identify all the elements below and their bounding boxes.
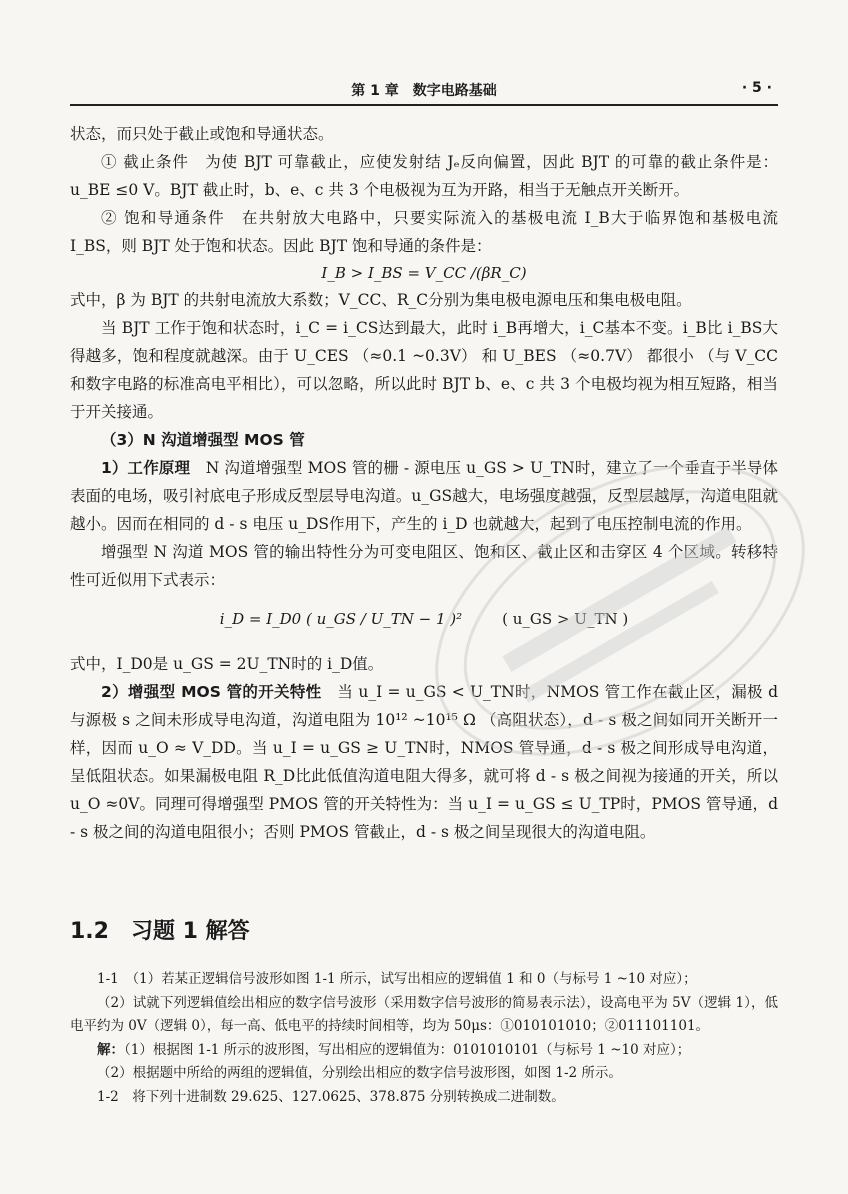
paragraph-text: 当 u_I = u_GS < U_TN时，NMOS 管工作在截止区，漏极 d 与源极 s 之间未形成导电沟道，沟道电阻为 10¹² ~10¹⁵ Ω （高阻状态），d - s 极之间如同开关断开一样，因而 u_O ≈ V_DD。当 u_I = u_GS ≥ U_TN时，NMOS 管导通，d - s 极之间形成导电沟道，呈低阻状态。如果漏极电阻 R_D比此低值沟道电阻大得多，就可将 d - s 极之间视为接通的开关，所以 u_O ≈0V。同理可得增强型 PMOS 管的开关特性为：当 u_I = u_GS ≤ U_TP时，PMOS 管导通，d - s 极之间的沟道电阻很小；否则 PMOS 管截止，d - s 极之间呈现很大的沟道电阻。 [70,683,779,841]
formula-transfer [70,594,778,650]
exercise-item: 1-2 将下列十进制数 29.625、127.0625、378.875 分别转换成二进制数。 [97,1088,565,1105]
formula-transfer-condition: ( u_GS > U_TN ) [502,610,629,628]
paragraph [70,454,778,538]
paragraph-lead: 1）工作原理 [101,459,191,477]
paragraph: 式中，β 为 BJT 的共射电流放大系数；V_CC、R_C分别为集电极电源电压和集电极电阻。 [70,291,692,309]
paragraph-lead: 2）增强型 MOS 管的开关特性 [101,683,322,701]
section-title: 1.2 习题 1 解答 [70,919,250,944]
exercise-item: （2）试就下列逻辑值绘出相应的数字信号波形（采用数字信号波形的简易表示法），设高电平为 5V（逻辑 1），低电平约为 0V（逻辑 0），每一高、低电平的持续时间相等，均为 50μs：①010101010；②011101101。 [70,994,778,1034]
body-text [70,120,778,846]
answer-text: （1）根据图 1-1 所示的波形图，写出相应的逻辑值为：0101010101（与标号 1 ~10 对应）； [124,1041,691,1058]
paragraph: 增强型 N 沟道 MOS 管的输出特性分为可变电阻区、饱和区、截止区和击穿区 4 个区域。转移特性可近似用下式表示： [70,543,778,589]
formula-saturation: I_B > I_BS = V_CC /(βR_C) [321,264,527,282]
formula-transfer-expr: i_D = I_D0 ( u_GS / U_TN − 1 )² [219,610,463,628]
page-header [70,78,778,106]
chapter-title: 第 1 章 数字电路基础 [351,83,497,99]
paragraph [70,678,778,846]
page-number: · 5 · [741,80,772,96]
answer-item: （2）根据题中所给的两组的逻辑值，分别绘出相应的数字信号波形图，如图 1-2 所示。 [97,1065,622,1081]
paragraph-text: N 沟道增强型 MOS 管的栅 - 源电压 u_GS > U_TN时，建立了一个垂直于半导体表面的电场，吸引衬底电子形成反型层导电沟道。u_GS越大，电场强度越强，反型层越厚，沟道电阻就越小。因而在相同的 d - s 电压 u_DS作用下，产生的 i_D 也就越大，起到了电压控制电流的作用。 [70,459,778,533]
subsection-heading: （3）N 沟道增强型 MOS 管 [101,431,305,449]
exercises [70,968,778,1109]
paragraph: ① 截止条件 为使 BJT 可靠截止，应使发射结 Jₑ反向偏置，因此 BJT 的可靠的截止条件是：u_BE ≤0 V。BJT 截止时，b、e、c 共 3 个电极视为互为开路，相当于无触点开关断开。 [70,153,778,199]
answer-item [70,1039,778,1063]
answer-lead: 解： [97,1041,124,1058]
paragraph: ② 饱和导通条件 在共射放大电路中，只要实际流入的基极电流 I_B大于临界饱和基极电流 I_BS，则 BJT 处于饱和状态。因此 BJT 饱和导通的条件是： [70,209,778,255]
paragraph: 式中，I_D0是 u_GS = 2U_TN时的 i_D值。 [70,655,384,673]
paragraph: 当 BJT 工作于饱和状态时，i_C = i_CS达到最大，此时 i_B再增大，i_C基本不变。i_B比 i_BS大得越多，饱和程度就越深。由于 U_CES （≈0.1 ~0.3V） 和 U_BES （≈0.7V） 都很小 （与 V_CC和数字电路的标准高电平相比），可以忽略，所以此时 BJT b、e、c 共 3 个电极均视为相互短路，相当于开关接通。 [70,319,778,421]
exercise-item: 1-1 （1）若某正逻辑信号波形如图 1-1 所示，试写出相应的逻辑值 1 和 0（与标号 1 ~10 对应）； [97,971,697,987]
paragraph: 状态，而只处于截止或饱和导通状态。 [70,125,334,143]
